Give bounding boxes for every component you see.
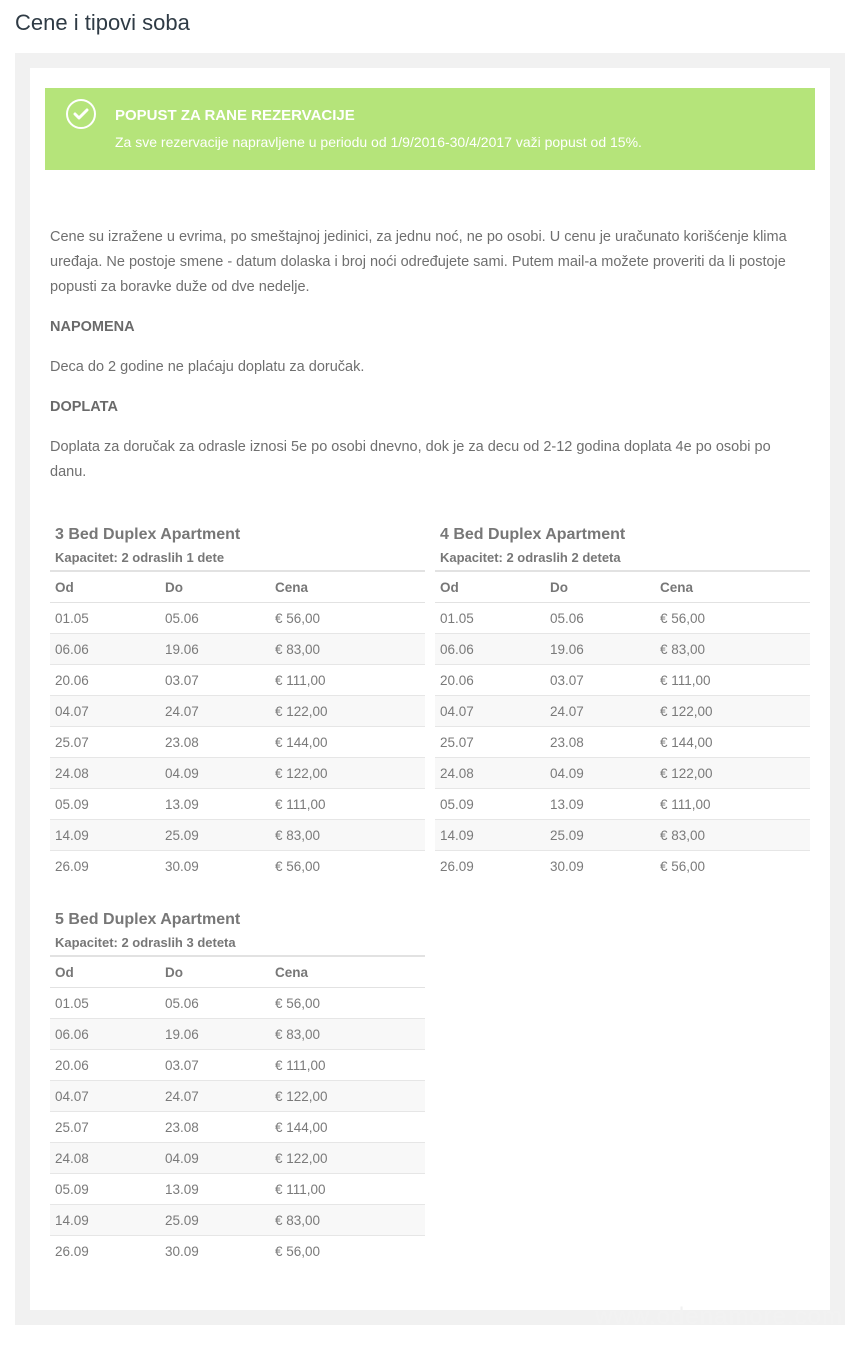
table-row: [50, 1174, 425, 1205]
early-booking-banner: [45, 88, 815, 170]
cell-od: 05.09: [435, 789, 545, 820]
room-title: 5 Bed Duplex Apartment: [55, 911, 241, 928]
cell-do: 25.09: [545, 820, 655, 851]
cell-do: 19.06: [545, 634, 655, 665]
cell-do: 05.06: [160, 603, 270, 634]
cell-do: 04.09: [160, 758, 270, 789]
cell-do: 03.07: [545, 665, 655, 696]
table-row: [50, 696, 425, 727]
cell-od: 26.09: [440, 858, 474, 874]
cell-do: 30.09: [165, 1243, 199, 1259]
page-title: Cene i tipovi soba: [15, 10, 190, 35]
cell-do: 24.07: [545, 696, 655, 727]
room-capacity: Kapacitet: 2 odraslih 1 dete: [55, 550, 225, 565]
cell-do: 24.07: [160, 696, 270, 727]
header-od: Od: [435, 571, 545, 603]
table-row: [435, 634, 810, 665]
cell-od: 04.07: [50, 696, 160, 727]
table-row: [435, 696, 810, 727]
table-row: [435, 603, 810, 634]
room-title: 4 Bed Duplex Apartment: [440, 526, 626, 543]
cell-do: 19.06: [160, 634, 270, 665]
cell-cena: € 56,00: [655, 603, 810, 634]
room-title: 3 Bed Duplex Apartment: [55, 526, 241, 543]
table-row: [50, 603, 425, 634]
cell-od: 26.09: [55, 858, 89, 874]
cell-od: 20.06: [50, 1050, 160, 1081]
cell-do: 24.07: [160, 1081, 270, 1112]
table-row: [435, 820, 810, 851]
cell-cena: € 56,00: [660, 858, 706, 874]
cell-cena: € 83,00: [270, 634, 425, 665]
cell-cena: € 144,00: [655, 727, 810, 758]
header-od: Od: [50, 571, 160, 603]
cell-cena: € 122,00: [270, 1143, 425, 1174]
cell-cena: € 122,00: [270, 1081, 425, 1112]
cell-od: 20.06: [50, 665, 160, 696]
cell-do: 13.09: [545, 789, 655, 820]
cell-do: 30.09: [165, 858, 199, 874]
cell-cena: € 56,00: [270, 988, 425, 1019]
cell-cena: € 122,00: [270, 696, 425, 727]
cell-od: 06.06: [435, 634, 545, 665]
check-circle-icon: [66, 99, 96, 129]
cell-od: 25.07: [50, 727, 160, 758]
cell-do: 19.06: [160, 1019, 270, 1050]
cell-od: 25.07: [50, 1112, 160, 1143]
cell-do: 23.08: [160, 727, 270, 758]
promo-title: POPUST ZA RANE REZERVACIJE: [115, 107, 355, 124]
cell-od: 14.09: [435, 820, 545, 851]
cell-od: 05.09: [50, 1174, 160, 1205]
cell-cena: € 111,00: [270, 1174, 425, 1205]
cell-cena: € 83,00: [270, 820, 425, 851]
cell-od: 01.05: [50, 603, 160, 634]
cell-od: 01.05: [435, 603, 545, 634]
cell-do: 04.09: [545, 758, 655, 789]
table-row: [435, 851, 810, 882]
cell-od: 04.07: [50, 1081, 160, 1112]
table-row: [50, 727, 425, 758]
cell-do: 05.06: [545, 603, 655, 634]
napomena-heading: NAPOMENA: [50, 319, 135, 335]
header-do: Do: [160, 956, 270, 988]
table-row: [435, 727, 810, 758]
table-row: [50, 1112, 425, 1143]
table-row: [50, 1236, 425, 1267]
napomena-text: Deca do 2 godine ne plaćaju doplatu za doručak.: [50, 359, 365, 375]
cell-od: 14.09: [50, 1205, 160, 1236]
watermark: www.odenamore.com: [595, 1303, 843, 1330]
cell-cena: € 122,00: [270, 758, 425, 789]
header-cena: Cena: [270, 956, 425, 988]
table-row: [435, 789, 810, 820]
cell-cena: € 83,00: [270, 1205, 425, 1236]
cell-od: 24.08: [435, 758, 545, 789]
cell-od: 26.09: [55, 1243, 89, 1259]
cell-cena: € 111,00: [270, 789, 425, 820]
cell-od: 14.09: [50, 820, 160, 851]
cell-cena: € 122,00: [655, 696, 810, 727]
room-capacity: Kapacitet: 2 odraslih 3 deteta: [55, 935, 236, 950]
pricing-panel: [15, 53, 845, 1325]
promo-text: Za sve rezervacije napravljene u periodu od 1/9/2016-30/4/2017 važi popust od 15%.: [115, 134, 642, 150]
cell-cena: € 111,00: [270, 1050, 425, 1081]
cell-cena: € 144,00: [270, 1112, 425, 1143]
table-row: [50, 634, 425, 665]
cell-cena: € 122,00: [655, 758, 810, 789]
table-row: [50, 1081, 425, 1112]
cell-cena: € 83,00: [270, 1019, 425, 1050]
table-row: [435, 758, 810, 789]
table-row: [50, 1143, 425, 1174]
table-row: [50, 851, 425, 882]
cell-cena: € 56,00: [275, 1243, 321, 1259]
cell-cena: € 83,00: [655, 634, 810, 665]
table-row: [50, 665, 425, 696]
cell-do: 03.07: [160, 665, 270, 696]
table-row: [50, 758, 425, 789]
cell-od: 06.06: [50, 634, 160, 665]
table-row: [50, 789, 425, 820]
cell-do: 25.09: [160, 820, 270, 851]
cell-cena: € 111,00: [655, 789, 810, 820]
cell-do: 23.08: [160, 1112, 270, 1143]
cell-od: 24.08: [50, 1143, 160, 1174]
doplata-heading: DOPLATA: [50, 399, 118, 415]
room-capacity: Kapacitet: 2 odraslih 2 deteta: [440, 550, 621, 565]
price-table: [435, 570, 810, 881]
cell-od: 24.08: [50, 758, 160, 789]
cell-od: 05.09: [50, 789, 160, 820]
table-row: [50, 1019, 425, 1050]
price-table: [50, 955, 425, 1266]
table-row: [435, 665, 810, 696]
cell-cena: € 56,00: [275, 858, 321, 874]
pricing-card: [30, 68, 830, 1310]
cell-do: 05.06: [160, 988, 270, 1019]
cell-do: 13.09: [160, 789, 270, 820]
cell-cena: € 56,00: [270, 603, 425, 634]
cell-do: 04.09: [160, 1143, 270, 1174]
cell-do: 13.09: [160, 1174, 270, 1205]
doplata-text: Doplata za doručak za odrasle iznosi 5e po osobi dnevno, dok je za decu od 2-12 godina doplata 4e po osobi po danu.: [50, 439, 771, 480]
cell-do: 25.09: [160, 1205, 270, 1236]
header-cena: Cena: [655, 571, 810, 603]
table-row: [50, 1050, 425, 1081]
cell-cena: € 83,00: [655, 820, 810, 851]
price-table: [50, 570, 425, 881]
header-od: Od: [50, 956, 160, 988]
table-row: [50, 1205, 425, 1236]
info-paragraph: Cene su izražene u evrima, po smeštajnoj jedinici, za jednu noć, ne po osobi. U cenu je uračunato korišćenje klima uređaja. Ne postoje smene - datum dolaska i broj noći određujete sami. Putem mail-a možete proveriti da li postoje popusti za boravke duže od dve nedelje.: [50, 229, 787, 295]
header-cena: Cena: [270, 571, 425, 603]
cell-cena: € 111,00: [655, 665, 810, 696]
cell-do: 23.08: [545, 727, 655, 758]
cell-od: 04.07: [435, 696, 545, 727]
cell-cena: € 144,00: [270, 727, 425, 758]
cell-do: 30.09: [550, 858, 584, 874]
cell-do: 03.07: [160, 1050, 270, 1081]
table-row: [50, 988, 425, 1019]
cell-od: 20.06: [435, 665, 545, 696]
header-do: Do: [545, 571, 655, 603]
cell-cena: € 111,00: [270, 665, 425, 696]
cell-od: 01.05: [50, 988, 160, 1019]
cell-od: 06.06: [50, 1019, 160, 1050]
cell-od: 25.07: [435, 727, 545, 758]
header-do: Do: [160, 571, 270, 603]
table-row: [50, 820, 425, 851]
